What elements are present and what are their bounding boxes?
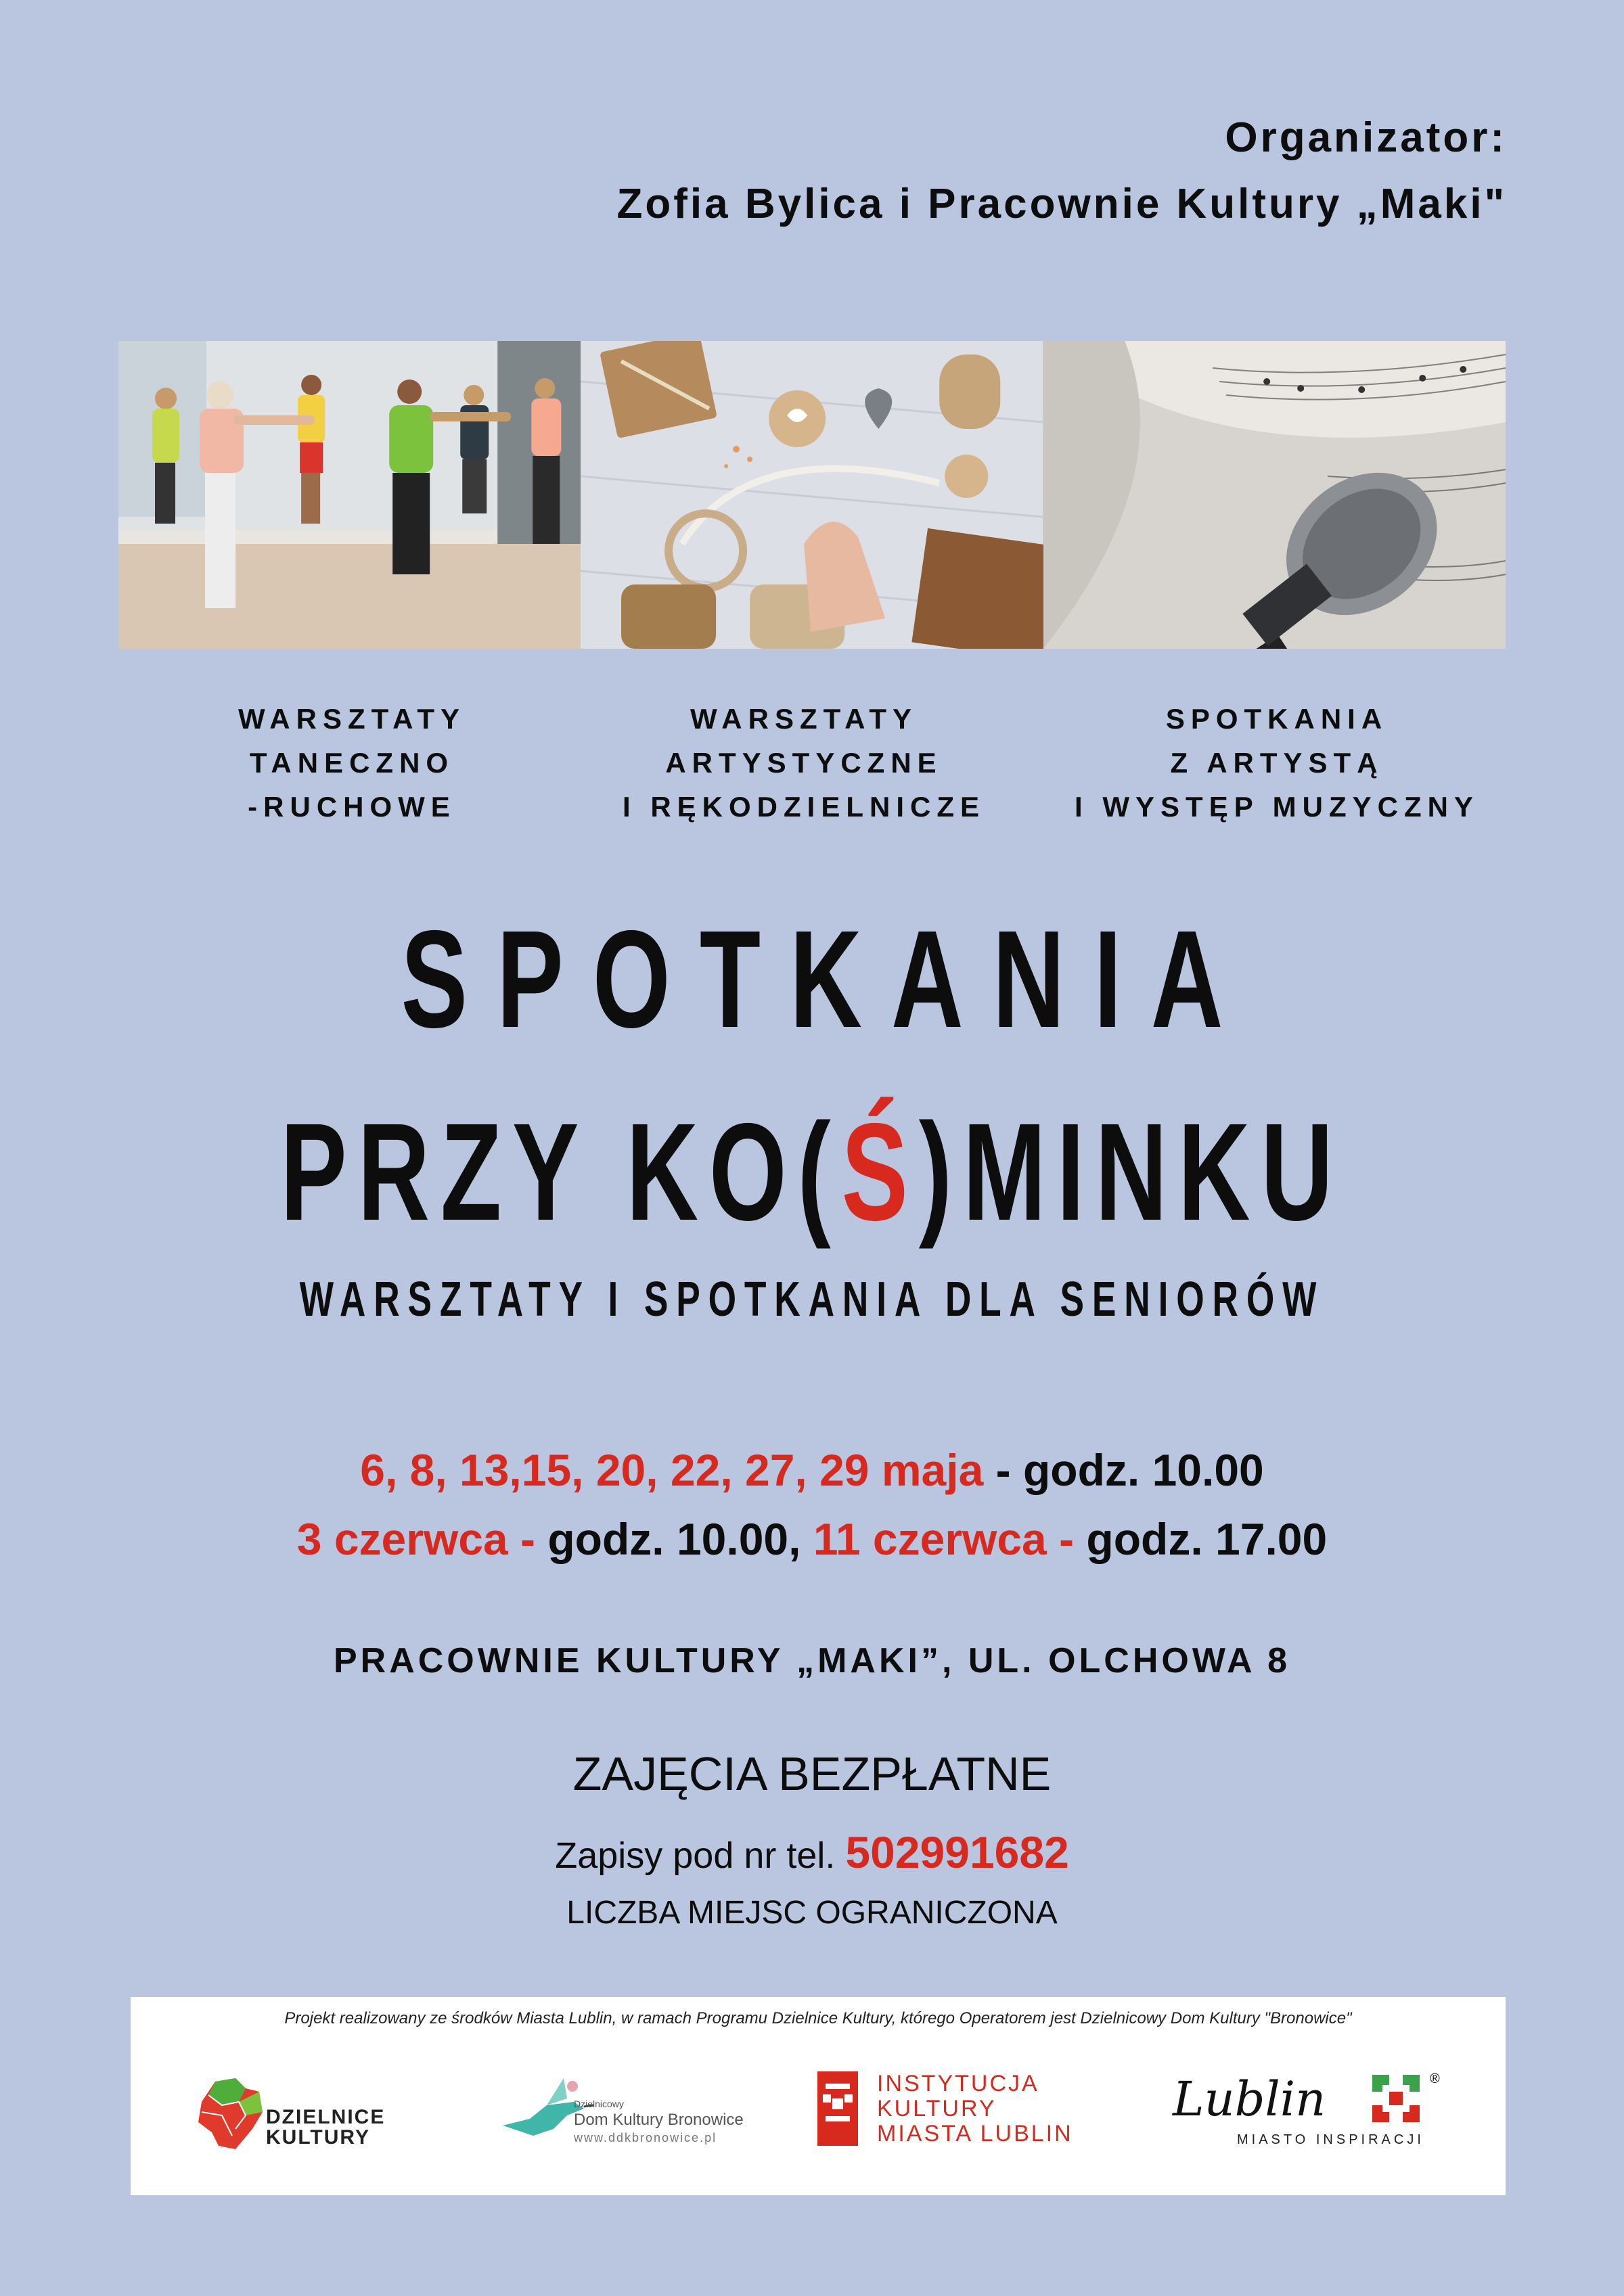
lublin-emblem-icon (817, 2071, 858, 2146)
ddk-bronowice-logo: Dzielnicowy Dom Kultury Bronowice www.ddkbronowice.pl (499, 2071, 757, 2159)
caption-art-workshops: WARSZTATY ARTYSTYCZNE I RĘKODZIELNICZE (622, 703, 985, 823)
sponsor-footer (131, 1997, 1506, 2195)
title-red-letter: Ś (841, 1095, 919, 1249)
subtitle: WARSZTATY I SPOTKANIA DLA SENIORÓW (299, 1272, 1325, 1327)
limited-places: LICZBA MIEJSC OGRANICZONA (566, 1895, 1058, 1931)
title-line-1: SPOTKANIA (401, 902, 1253, 1057)
funding-note: Projekt realizowany ze środków Miasta Lublin, w ramach Programu Dzielnice Kultury, którego Operatorem jest Dzielnicowy Dom Kultury "Bronowice" (284, 2009, 1352, 2027)
organizer-name: Zofia Bylica i Pracownie Kultury „Maki" (616, 181, 1507, 227)
instytucja-kultury-logo: INSTYTUCJA KULTURY MIASTA LUBLIN (817, 2071, 1102, 2159)
dzielnice-kultury-logo: DZIELNICE KULTURY (195, 2075, 398, 2156)
caption-artist-meetings: SPOTKANIA Z ARTYSTĄ I WYSTĘP MUZYCZNY (1075, 703, 1479, 823)
craft-workshop-photo (581, 341, 1043, 649)
free-classes: ZAJĘCIA BEZPŁATNE (572, 1747, 1052, 1800)
lublin-city-logo: Lublin ® MIASTO INSPIRACJI (1173, 2071, 1440, 2147)
schedule-june: 3 czerwca - godz. 10.00, 11 czerwca - godz. 17.00 (296, 1514, 1328, 1564)
venue-address: PRACOWNIE KULTURY „MAKI”, UL. OLCHOWA 8 (333, 1641, 1291, 1680)
title-line-2: PRZY KO(Ś)MINKU (280, 1095, 1344, 1249)
organizer-label: Organizator: (1225, 114, 1507, 161)
lublin-inspiration-icon (1369, 2071, 1423, 2126)
caption-dance-workshops: WARSZTATY TANECZNO -RUCHOWE (238, 703, 466, 823)
city-map-icon (195, 2075, 269, 2156)
dance-class-photo (118, 341, 581, 649)
photo-strip (118, 341, 1506, 649)
schedule-may: 6, 8, 13,15, 20, 22, 27, 29 maja - godz. 10.00 (360, 1445, 1264, 1495)
signup-phone: Zapisy pod nr tel. 502991682 (555, 1827, 1069, 1877)
phone-number: 502991682 (845, 1827, 1069, 1877)
microphone-sheet-music-photo (1043, 341, 1506, 649)
